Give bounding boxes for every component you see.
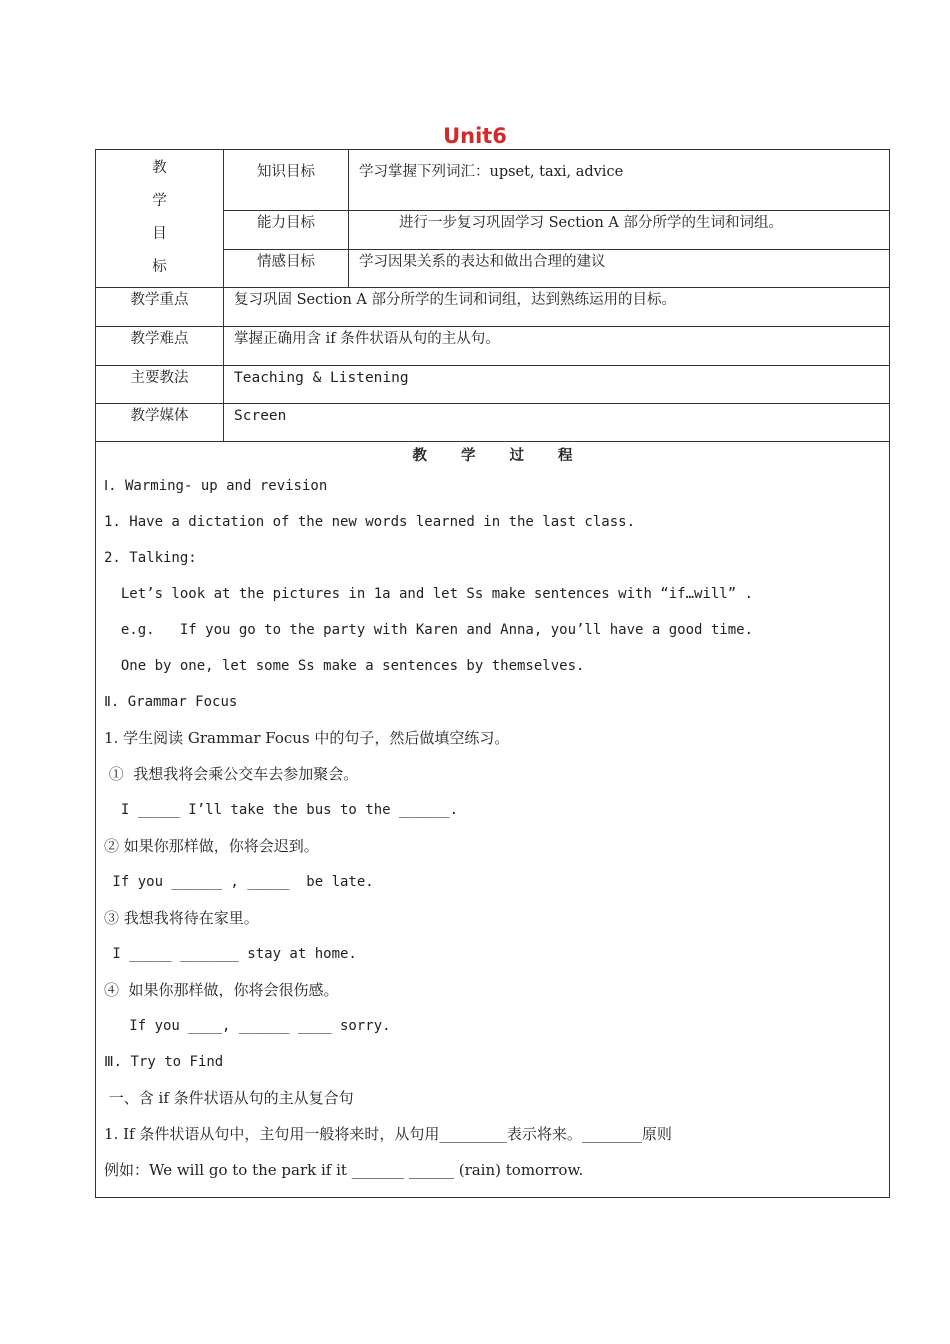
method-label: 主要教法 <box>96 366 224 404</box>
objectives-label <box>96 150 224 288</box>
emotion-objective-label: 情感目标 <box>224 250 349 288</box>
ability-objective-label: 能力目标 <box>224 211 349 250</box>
key-point-value: 复习巩固 Section A 部分所学的生词和词组，达到熟练运用的目标。 <box>224 288 890 327</box>
process-line: 1. If 条件状语从句中，主句用一般将来时，从句用_________表示将来。________原则 <box>104 1125 672 1143</box>
process-line: I _____ _______ stay at home. <box>104 946 357 962</box>
process-line: If you ____, ______ ____ sorry. <box>104 1018 391 1034</box>
process-line: Ⅰ. Warming- up and revision <box>104 478 328 494</box>
process-line: If you ______ , _____ be late. <box>104 874 374 890</box>
objectives-char: 教 <box>152 160 167 176</box>
process-line: 2. Talking: <box>104 550 197 566</box>
process-line: 1. 学生阅读 Grammar Focus 中的句子，然后做填空练习。 <box>104 729 510 747</box>
process-line: e.g. If you go to the party with Karen and Anna, you’ll have a good time. <box>104 622 754 638</box>
teaching-process-section <box>96 442 890 1198</box>
process-line: 1. Have a dictation of the new words learned in the last class. <box>104 514 636 530</box>
process-line: Let’s look at the pictures in 1a and let Ss make sentences with “if…will” . <box>104 586 754 602</box>
media-value: Screen <box>224 404 890 442</box>
knowledge-objective-value: 学习掌握下列词汇：upset, taxi, advice <box>349 150 890 211</box>
process-line: ① 我想我将会乘公交车去参加聚会。 <box>104 765 359 783</box>
process-line: 一、含 if 条件状语从句的主从复合句 <box>104 1089 354 1107</box>
objectives-char: 学 <box>152 193 167 209</box>
process-line: Ⅱ. Grammar Focus <box>104 694 238 710</box>
process-line: ③ 我想我将待在家里。 <box>104 909 259 927</box>
lesson-plan-table <box>95 149 890 1198</box>
process-line: Ⅲ. Try to Find <box>104 1054 224 1070</box>
process-lines <box>96 476 889 1196</box>
emotion-objective-value: 学习因果关系的表达和做出合理的建议 <box>349 250 890 288</box>
process-line: One by one, let some Ss make a sentences by themselves. <box>104 658 585 674</box>
process-line: ② 如果你那样做，你将会迟到。 <box>104 837 319 855</box>
key-point-label: 教学重点 <box>96 288 224 327</box>
objectives-char: 标 <box>152 259 167 275</box>
knowledge-objective-label: 知识目标 <box>224 150 349 211</box>
page-title: Unit6 <box>443 124 507 148</box>
process-line: I _____ I’ll take the bus to the ______. <box>104 802 459 818</box>
method-value: Teaching & Listening <box>224 366 890 404</box>
process-line: ④ 如果你那样做，你将会很伤感。 <box>104 981 339 999</box>
objectives-char: 目 <box>152 226 167 242</box>
difficulty-label: 教学难点 <box>96 327 224 366</box>
media-label: 教学媒体 <box>96 404 224 442</box>
ability-objective-value: 进行一步复习巩固学习 Section A 部分所学的生词和词组。 <box>349 211 890 250</box>
difficulty-value: 掌握正确用含 if 条件状语从句的主从句。 <box>224 327 890 366</box>
process-line: 例如：We will go to the park if it _______ ______ (rain) tomorrow. <box>104 1161 584 1179</box>
process-title: 教学过程 <box>412 447 607 464</box>
